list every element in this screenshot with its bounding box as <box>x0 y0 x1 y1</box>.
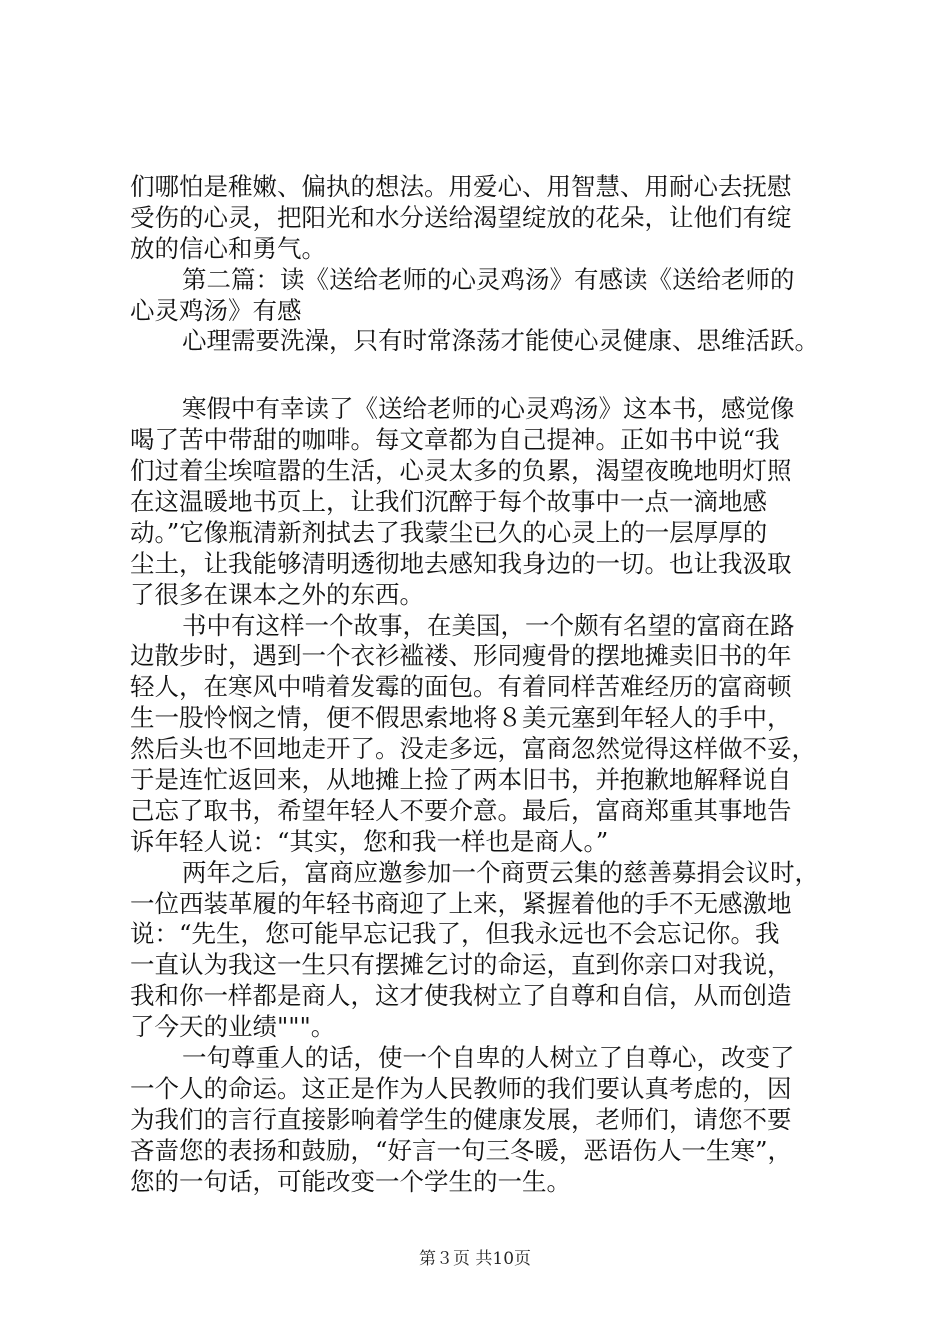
paragraph-gap <box>130 357 850 394</box>
text-line: 了今天的业绩"""。 <box>130 1012 336 1042</box>
text-line: 心理需要洗澡，只有时常涤荡才能使心灵健康、思维活跃。 <box>182 326 819 356</box>
text-line: 生一股怜悯之情，便不假思索地将８美元塞到年轻人的手中， <box>130 703 792 733</box>
text-line: 们哪怕是稚嫩、偏执的想法。用爱心、用智慧、用耐心去抚慰 <box>130 172 792 201</box>
document-body <box>130 172 850 1198</box>
text-line: 喝了苦中带甜的咖啡。每文章都为自己提神。正如书中说“我 <box>130 425 780 455</box>
text-line: 了很多在课本之外的东西。 <box>130 579 424 609</box>
text-line: 边散步时，遇到一个衣衫褴褛、形同瘦骨的摆地摊卖旧书的年 <box>130 641 792 671</box>
text-line: 尘土，让我能够清明透彻地去感知我身边的一切。也让我汲取 <box>130 548 792 578</box>
text-line: 为我们的言行直接影响着学生的健康发展，老师们，请您不要 <box>130 1104 792 1134</box>
text-line: 于是连忙返回来，从地摊上捡了两本旧书，并抱歉地解释说自 <box>130 765 792 795</box>
section-heading-line: 第二篇：读《送给老师的心灵鸡汤》有感读《送给老师的 <box>182 264 795 294</box>
text-line: 您的一句话，可能改变一个学生的一生。 <box>130 1166 571 1196</box>
page-number-footer: 第３页 共10页 <box>418 1249 532 1269</box>
text-line: 诉年轻人说：“其实，您和我一样也是商人。” <box>130 826 609 856</box>
text-line: 然后头也不回地走开了。没走多远，富商忽然觉得这样做不妥， <box>130 734 816 764</box>
text-line: 说：“先生，您可能早忘记我了，但我永远也不会忘记你。我 <box>130 919 780 949</box>
text-line: 动。”它像瓶清新剂拭去了我蒙尘已久的心灵上的一层厚厚的 <box>130 517 768 547</box>
section-heading-line: 心灵鸡汤》有感 <box>130 295 302 325</box>
text-line: 我和你一样都是商人，这才使我树立了自尊和自信，从而创造 <box>130 981 792 1011</box>
text-line: 在这温暖地书页上，让我们沉醉于每个故事中一点一滴地感 <box>130 487 767 517</box>
text-line: 书中有这样一个故事，在美国，一个颇有名望的富商在路 <box>182 610 795 640</box>
text-line: 一个人的命运。这正是作为人民教师的我们要认真考虑的，因 <box>130 1073 792 1103</box>
text-line: 一位西装革履的年轻书商迎了上来，紧握着他的手不无感激地 <box>130 888 792 918</box>
text-line: 己忘了取书，希望年轻人不要介意。最后，富商郑重其事地告 <box>130 795 792 825</box>
text-line: 吝啬您的表扬和鼓励，“好言一句三冬暖，恶语伤人一生寒”， <box>130 1135 793 1165</box>
text-line: 一直认为我这一生只有摆摊乞讨的命运，直到你亲口对我说， <box>130 950 792 980</box>
text-line: 受伤的心灵，把阳光和水分送给渴望绽放的花朵，让他们有绽 <box>130 202 792 232</box>
text-line: 们过着尘埃喧嚣的生活，心灵太多的负累，渴望夜晚地明灯照 <box>130 456 792 486</box>
text-line: 放的信心和勇气。 <box>130 233 326 263</box>
text-line: 轻人，在寒风中啃着发霉的面包。有着同样苦难经历的富商顿 <box>130 672 792 702</box>
text-line: 两年之后，富商应邀参加一个商贾云集的慈善募捐会议时， <box>182 857 819 887</box>
text-line: 一句尊重人的话，使一个自卑的人树立了自尊心，改变了 <box>182 1043 795 1073</box>
text-line: 寒假中有幸读了《送给老师的心灵鸡汤》这本书，感觉像 <box>182 394 795 424</box>
